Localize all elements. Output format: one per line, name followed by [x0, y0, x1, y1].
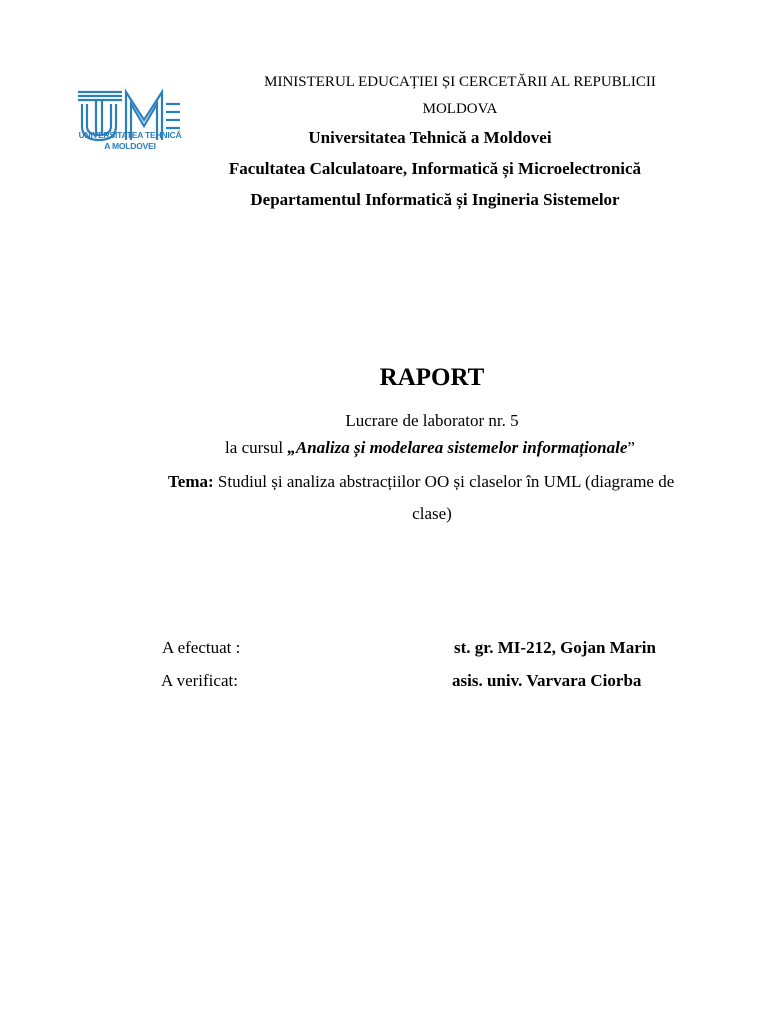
- course-line: [150, 437, 710, 459]
- course-name: „Analiza și modelarea sistemelor informaționale: [287, 438, 628, 457]
- verificat-label: A verificat:: [161, 671, 238, 690]
- efectuat-label: A efectuat :: [162, 638, 241, 657]
- ministry-line-2: MOLDOVA: [422, 101, 498, 117]
- ministry-line-1: MINISTERUL EDUCAȚIEI ȘI CERCETĂRII AL REPUBLICII: [264, 74, 656, 90]
- faculty-name: Facultatea Calculatoare, Informatică și Microelectronică: [228, 159, 642, 178]
- course-suffix: ”: [627, 438, 635, 457]
- logo-caption: [74, 130, 186, 152]
- university-name: Universitatea Tehnică a Moldovei: [308, 128, 552, 147]
- department-name: Departamentul Informatică și Ingineria Sistemelor: [250, 190, 620, 209]
- tema-line-2: clase): [412, 504, 452, 523]
- verificat-value: asis. univ. Varvara Ciorba: [452, 671, 642, 690]
- efectuat-value: st. gr. MI-212, Gojan Marin: [454, 638, 656, 657]
- tema-line-1: [168, 471, 728, 493]
- tema-text-1: Studiul și analiza abstracțiilor OO și claselor în UML (diagrame de: [213, 472, 675, 491]
- tema-label: Tema:: [168, 472, 214, 491]
- logo-caption-line1: UNIVERSITATEA TEHNICĂ: [78, 130, 182, 140]
- logo-caption-line2: A MOLDOVEI: [104, 141, 156, 151]
- course-prefix: la cursul: [225, 438, 288, 457]
- report-title: RAPORT: [379, 364, 485, 391]
- lab-number: Lucrare de laborator nr. 5: [345, 411, 519, 430]
